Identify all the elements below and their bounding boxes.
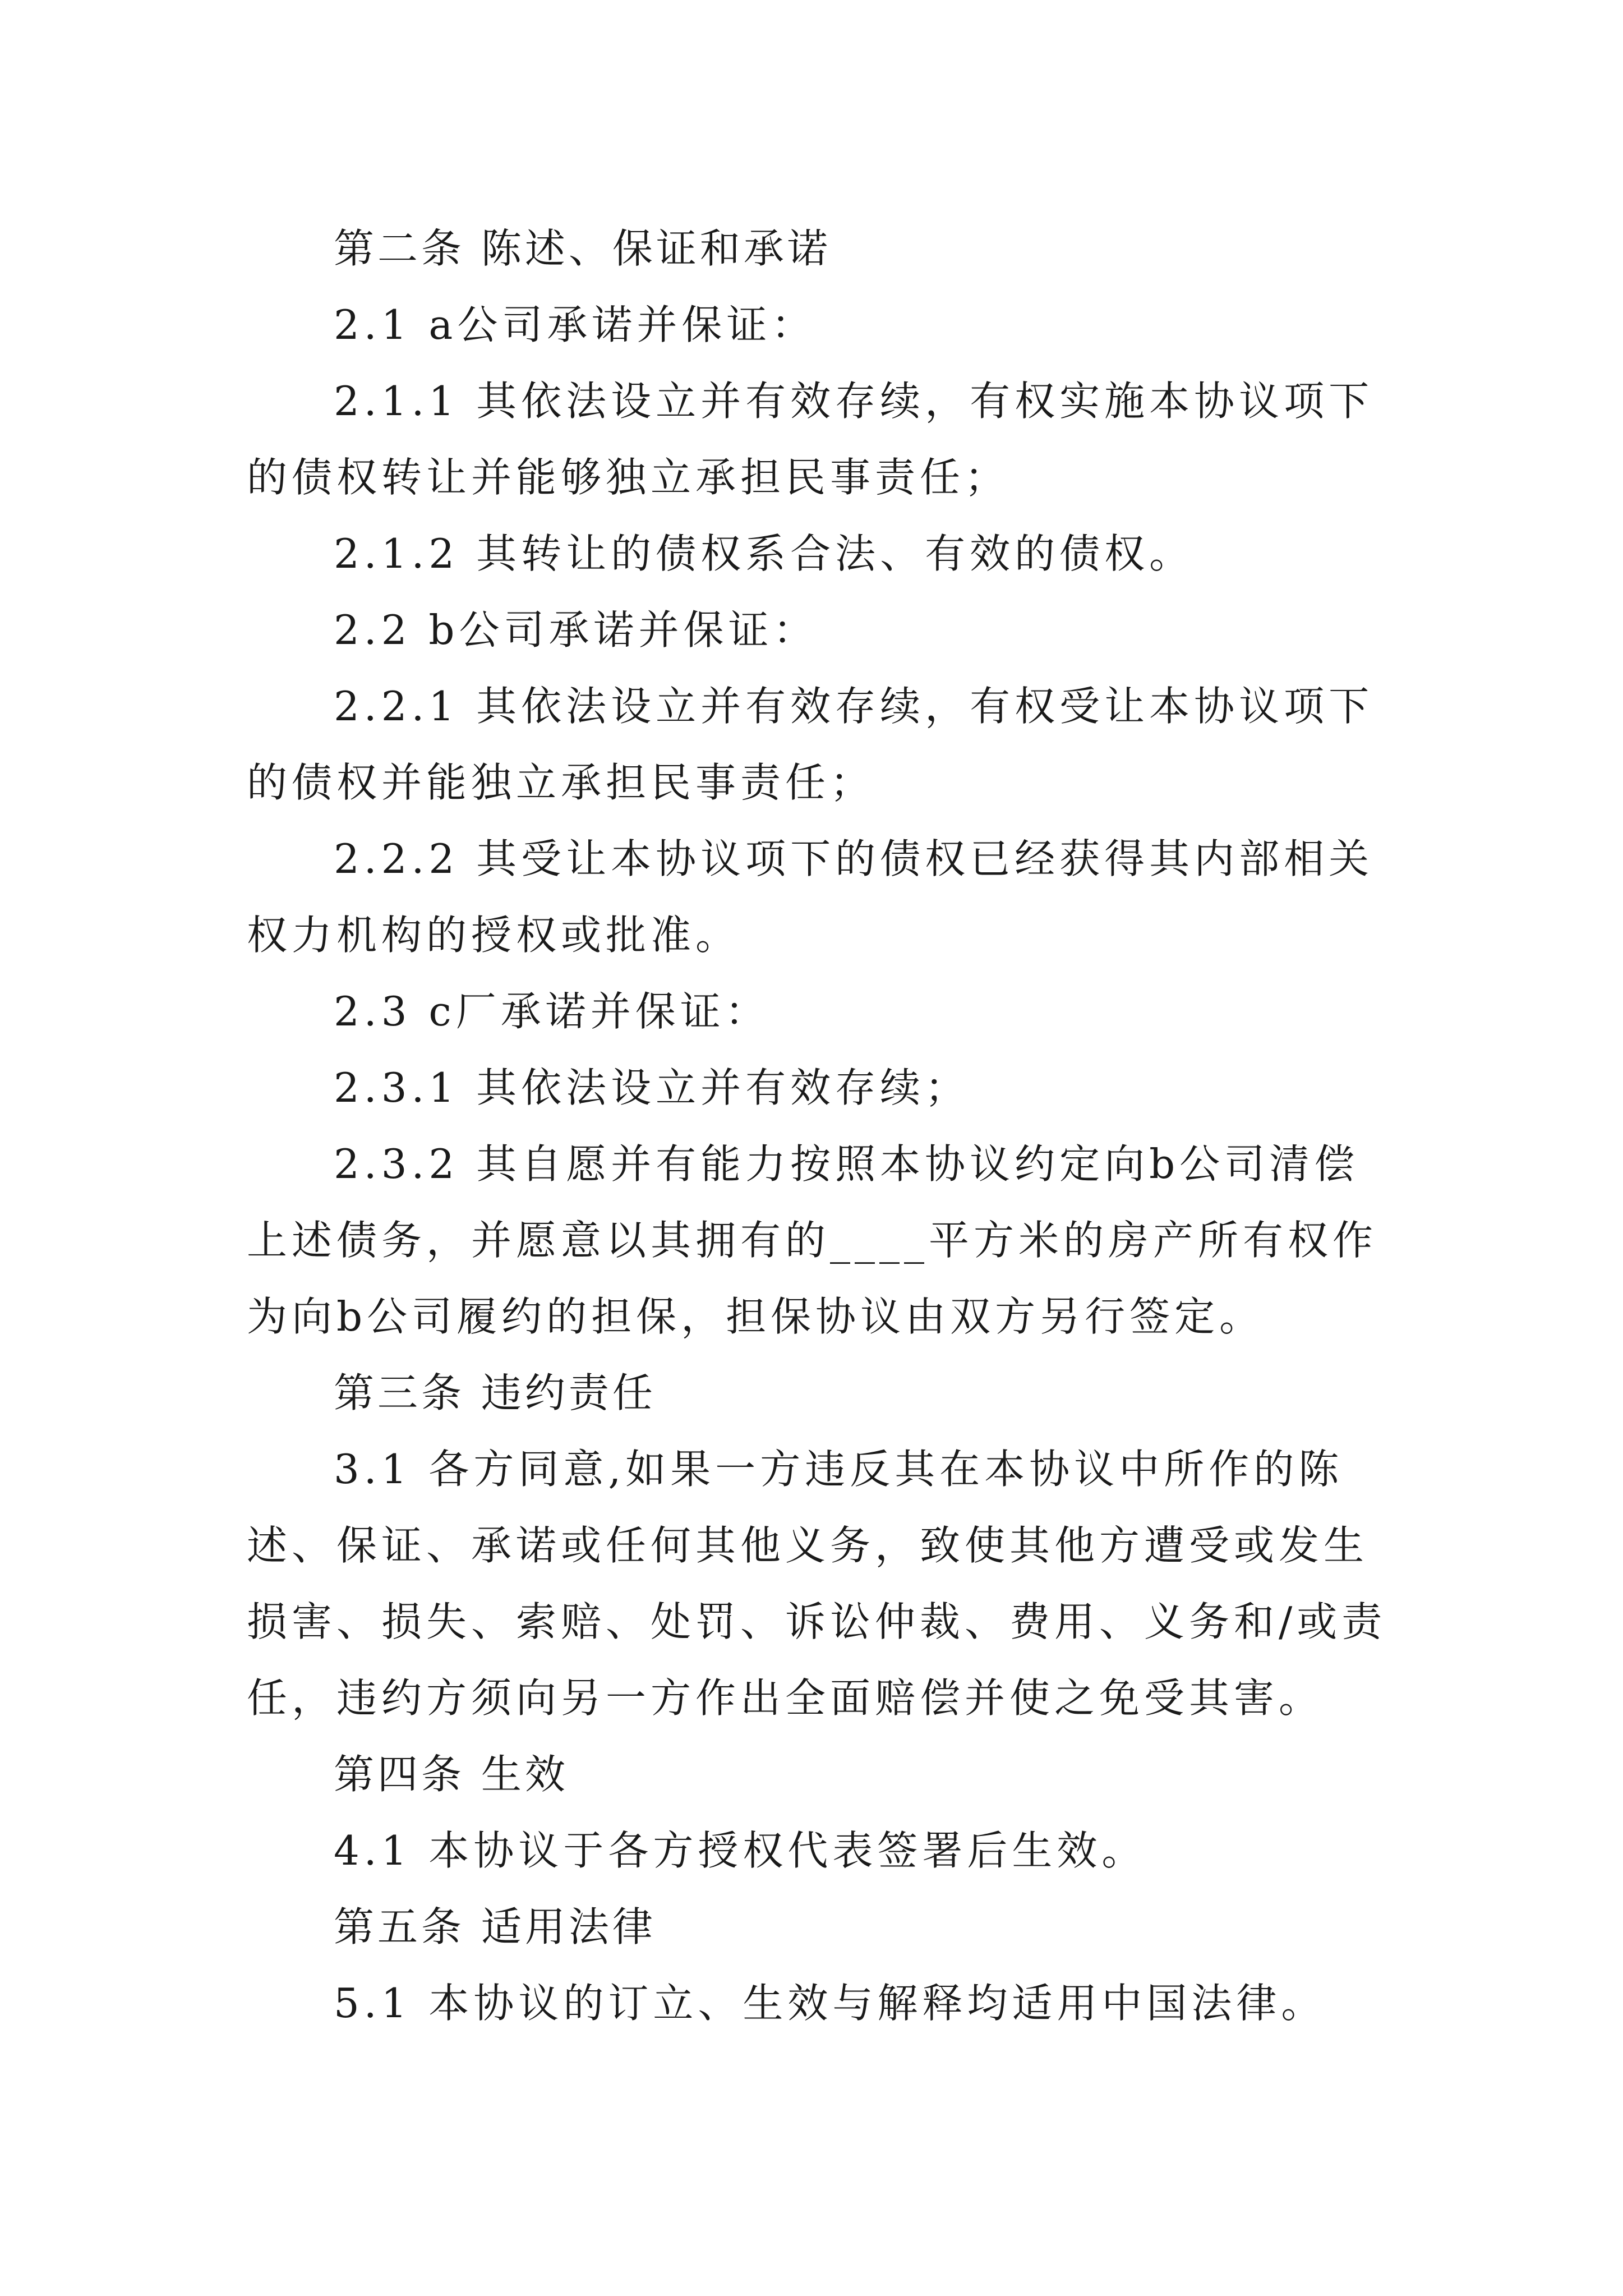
clause-2-1-2: 2.1.2 其转让的债权系合法、有效的债权。 <box>334 530 1195 577</box>
clause-4-1: 4.1 本协议于各方授权代表签署后生效。 <box>334 1827 1147 1874</box>
document-body <box>247 210 1391 2041</box>
clause-2-3-2: 2.3.2 其自愿并有能力按照本协议约定向b公司清偿上述债务，并愿意以其拥有的____平方米的房产所有权作为向b公司履约的担保，担保协议由双方另行签定。 <box>247 1140 1378 1340</box>
clause-2-1-1: 2.1.1 其依法设立并有效存续，有权实施本协议项下的债权转让并能够独立承担民事责任； <box>247 378 1374 501</box>
article-5-heading: 第五条 适用法律 <box>334 1903 656 1950</box>
clause-2-3-1: 2.3.1 其依法设立并有效存续； <box>334 1064 970 1111</box>
clause-2-2-2: 2.2.2 其受让本协议项下的债权已经获得其内部相关权力机构的授权或批准。 <box>247 835 1374 959</box>
clause-2-3: 2.3 c厂承诺并保证： <box>334 988 770 1035</box>
article-2-heading: 第二条 陈述、保证和承诺 <box>334 225 831 272</box>
article-3-heading: 第三条 违约责任 <box>334 1369 656 1416</box>
clause-3-1: 3.1 各方同意,如果一方违反其在本协议中所作的陈述、保证、承诺或任何其他义务，致使其他方遭受或发生损害、损失、索赔、处罚、诉讼仲裁、费用、义务和/或责任，违约方须向另一方作出全面赔偿并使之免受其害。 <box>247 1446 1387 1722</box>
clause-2-2: 2.2 b公司承诺并保证： <box>334 606 818 654</box>
clause-2-2-1: 2.2.1 其依法设立并有效存续，有权受让本协议项下的债权并能独立承担民事责任； <box>247 683 1374 806</box>
article-4-heading: 第四条 生效 <box>334 1751 569 1798</box>
clause-2-1: 2.1 a公司承诺并保证： <box>334 301 817 348</box>
clause-5-1: 5.1 本协议的订立、生效与解释均适用中国法律。 <box>334 1980 1326 2027</box>
